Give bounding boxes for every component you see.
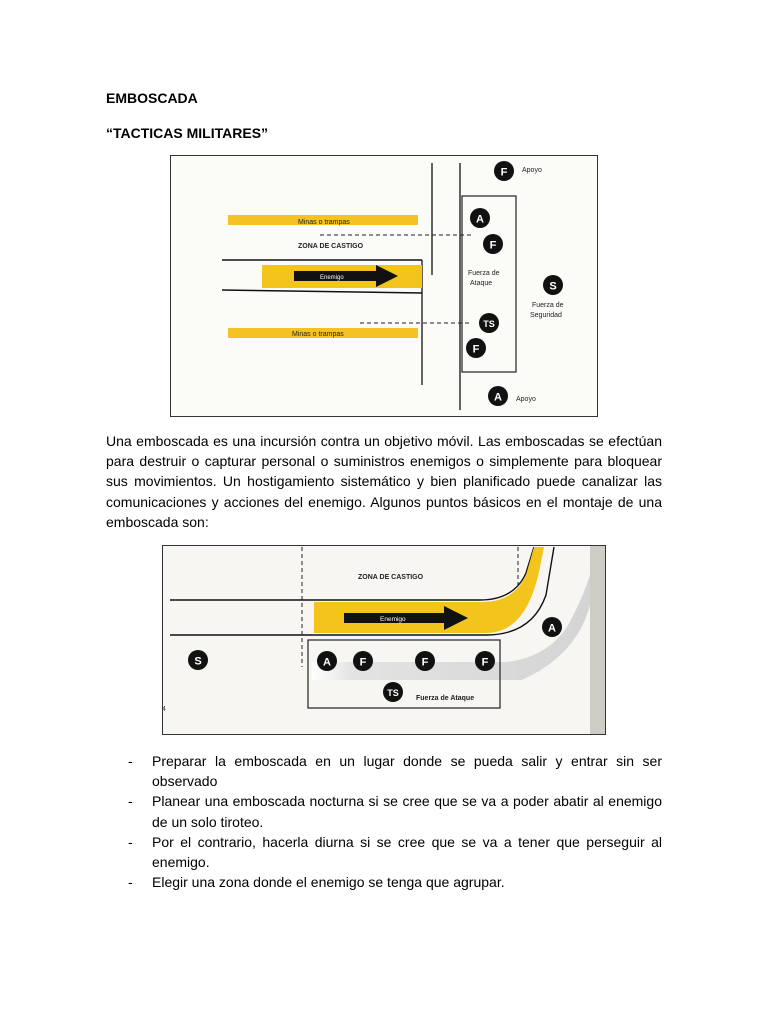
svg-text:TS: TS: [483, 319, 495, 329]
svg-text:A: A: [494, 391, 502, 404]
marker-f-1: [353, 651, 373, 671]
marker-a-2: [542, 617, 562, 637]
svg-text:A: A: [548, 622, 556, 635]
list-item: [106, 872, 662, 892]
svg-text:F: F: [489, 239, 497, 252]
marker-f-1: [483, 234, 503, 254]
list-item-text: Planear una emboscada nocturna si se cree que se va a poder abatir al enemigo de un solo tiroteo.: [152, 793, 662, 830]
enemy-label: Enemigo: [320, 275, 344, 281]
list-dash: -: [128, 793, 133, 810]
ambush-diagram-linear: [170, 155, 598, 417]
marker-a-1: [470, 208, 490, 228]
kill-zone-label: ZONA DE CASTIGO: [298, 243, 364, 250]
body-paragraph: Una emboscada es una incursión contra un objetivo móvil. Las emboscadas se efectúan para destruir o capturar personal o suministros enemigos o simplemente para bloquear sus movimientos. Un hostigamiento sistemático y bien planificado puede canalizar las comunicaciones y acciones del enemigo. Algunos puntos básicos en el montaje de una emboscada son:: [106, 433, 662, 530]
security-force-label-2: Seguridad: [530, 312, 562, 319]
svg-text:F: F: [472, 343, 480, 356]
marker-ts: [479, 313, 499, 333]
list-dash: -: [128, 833, 133, 850]
svg-text:A: A: [476, 213, 484, 226]
svg-text:F: F: [421, 656, 429, 669]
security-force-label-1: Fuerza de: [532, 302, 564, 309]
list-item-text: Por el contrario, hacerla diurna si se cree que se va a tener que perseguir al enemigo.: [152, 833, 662, 871]
list-item: [106, 791, 662, 831]
svg-text:F: F: [500, 166, 508, 179]
attack-force-label: Fuerza de Ataque: [416, 695, 475, 702]
marker-s-security: [543, 275, 563, 295]
document-title: EMBOSCADA: [106, 90, 198, 106]
mines-label-bottom: Minas o trampas: [292, 331, 344, 338]
svg-text:S: S: [194, 655, 202, 668]
marker-f-2: [466, 338, 486, 358]
list-item-text: Preparar la emboscada en un lugar donde se pueda salir y entrar sin ser observado: [152, 753, 662, 790]
list-item: [106, 832, 662, 872]
marker-ts: [383, 682, 403, 702]
enemy-label: Enemigo: [380, 616, 406, 623]
svg-text:F: F: [359, 656, 367, 669]
support-label-top: Apoyo: [522, 167, 542, 174]
document-subtitle: “TACTICAS MILITARES”: [106, 125, 269, 141]
svg-text:F: F: [481, 656, 489, 669]
marker-f-support-top: [494, 161, 514, 181]
attack-force-label-1: Fuerza de: [468, 270, 500, 277]
list-item: [106, 751, 662, 791]
marker-f-2: [415, 651, 435, 671]
list-dash: -: [128, 753, 133, 769]
ambush-diagram-curve: [162, 545, 606, 735]
svg-text:A: A: [323, 656, 331, 669]
marker-s-security: [188, 650, 208, 670]
marker-a-support-bottom: [488, 386, 508, 406]
svg-text:TS: TS: [387, 688, 399, 698]
kill-zone-label: ZONA DE CASTIGO: [358, 574, 424, 581]
ambush-tips-list: [106, 751, 662, 892]
list-item-text: Elegir una zona donde el enemigo se tenga que agrupar.: [152, 874, 505, 891]
mines-label-top: Minas o trampas: [298, 219, 350, 226]
svg-text:S: S: [549, 280, 557, 293]
attack-force-label-2: Ataque: [470, 280, 493, 287]
support-label-bottom: Apoyo: [516, 396, 536, 403]
corner-mark: 4: [162, 706, 166, 713]
list-dash: -: [128, 874, 133, 891]
marker-a-1: [317, 651, 337, 671]
marker-f-3: [475, 651, 495, 671]
